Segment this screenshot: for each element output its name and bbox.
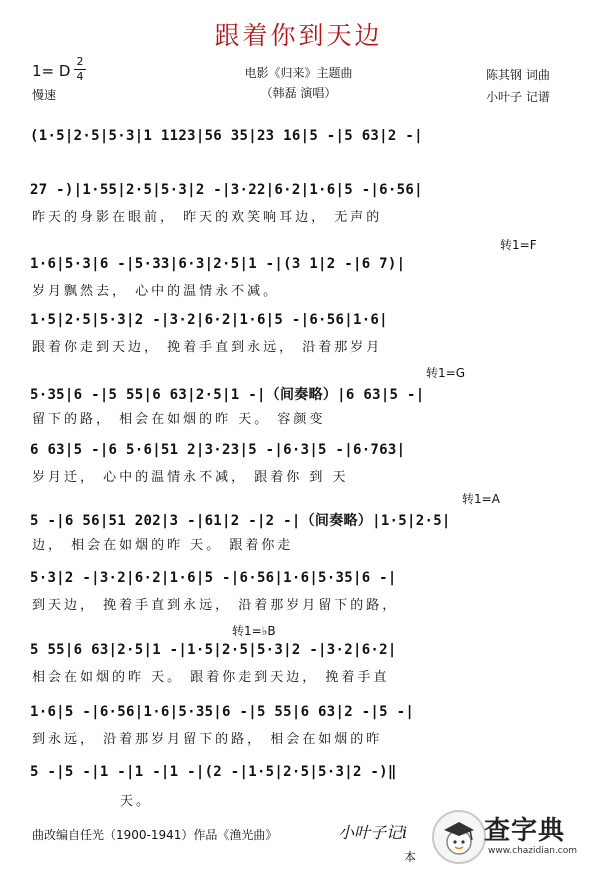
page-title: 跟着你到天边 bbox=[214, 21, 383, 50]
arrangement-note: 曲改编自任光（1900-1941）作品《渔光曲》 bbox=[32, 828, 278, 842]
subtitle: 电影《归来》主题曲 bbox=[244, 66, 353, 80]
modulation-mark-3: 转1=F bbox=[500, 238, 537, 252]
signature: 小叶子记i bbox=[338, 823, 408, 842]
lyric-line-6: 岁月迁， 心中的温情永不减， 跟着你 到 天 bbox=[32, 470, 349, 485]
score-line-8: 5·3|2 -|3·2|6·2|1·6|5 -|6·56|1·6|5·35|6 -| bbox=[30, 570, 397, 586]
tempo-marking: 慢速 bbox=[32, 88, 57, 102]
modulation-mark-7: 转1=A bbox=[462, 492, 500, 506]
time-signature-bottom: 4 bbox=[76, 70, 84, 83]
logo-text: 查字典 bbox=[484, 816, 566, 846]
singer-credit: （韩磊 演唱） bbox=[260, 86, 337, 100]
score-line-10: 1·6|5 -|6·56|1·6|5·35|6 -|5 55|6 63|2 -|5 -| bbox=[30, 704, 415, 720]
lyric-line-7: 边， 相会在如烟的昨 天。 跟着你走 bbox=[32, 538, 294, 553]
lyric-line-11: 天。 bbox=[120, 794, 153, 809]
logo-url: www.chazidian.com bbox=[488, 846, 578, 856]
score-line-1: (1·5|2·5|5·3|1 1123|56 35|23 16|5 -|5 63|2 -| bbox=[30, 128, 423, 144]
lyric-line-3: 岁月飘然去， 心中的温情永不减。 bbox=[32, 284, 280, 299]
score-line-6: 6 63|5 -|6 5·6|51 2|3·23|5 -|6·3|5 -|6·763| bbox=[30, 442, 406, 458]
modulation-mark-9: 转1=♭B bbox=[232, 624, 276, 638]
score-line-2: 27 -)|1·55|2·5|5·3|2 -|3·22|6·2|1·6|5 -|6·56| bbox=[30, 182, 423, 198]
lyric-line-8: 到天边， 挽着手直到永远， 沿着那岁月留下的路， bbox=[32, 598, 399, 613]
score-line-4: 1·5|2·5|5·3|2 -|3·2|6·2|1·6|5 -|6·56|1·6| bbox=[30, 312, 388, 328]
lyric-line-10: 到永远， 沿着那岁月留下的路， 相会在如烟的昨 bbox=[32, 732, 383, 747]
modulation-mark-5: 转1=G bbox=[426, 366, 465, 380]
score-line-3: 1·6|5·3|6 -|5·33|6·3|2·5|1 -|(3 1|2 -|6 7)| bbox=[30, 256, 406, 272]
key-signature: 1= D bbox=[32, 62, 71, 80]
lyric-line-9: 相会在如烟的昨 天。 跟着你走到天边， 挽着手直 bbox=[32, 670, 390, 685]
mascot-icon bbox=[432, 810, 486, 864]
score-line-9: 5 55|6 63|2·5|1 -|1·5|2·5|5·3|2 -|3·2|6·2| bbox=[30, 642, 397, 658]
lyric-line-2: 昨天的身影在眼前， 昨天的欢笑响耳边， 无声的 bbox=[32, 210, 383, 225]
lyricist-credit: 陈其钢 词曲 bbox=[486, 68, 550, 82]
site-logo bbox=[432, 806, 588, 866]
score-line-11: 5 -|5 -|1 -|1 -|1 -|(2 -|1·5|2·5|5·3|2 -)‖ bbox=[30, 764, 397, 780]
time-signature-top: 2 bbox=[76, 55, 84, 68]
notation-credit: 小叶子 记谱 bbox=[486, 90, 550, 104]
score-line-7: 5 -|6 56|51 202|3 -|61|2 -|2 -|（间奏略）|1·5|2·5| bbox=[30, 513, 451, 529]
lyric-line-5: 留下的路， 相会在如烟的昨 天。 容颜变 bbox=[32, 412, 326, 427]
score-line-5: 5·35|6 -|5 55|6 63|2·5|1 -|（间奏略）|6 63|5 -| bbox=[30, 387, 425, 403]
lyric-line-4: 跟着你走到天边， 挽着手直到永远， 沿着那岁月 bbox=[32, 340, 383, 355]
footer-char: 本 bbox=[404, 850, 417, 864]
